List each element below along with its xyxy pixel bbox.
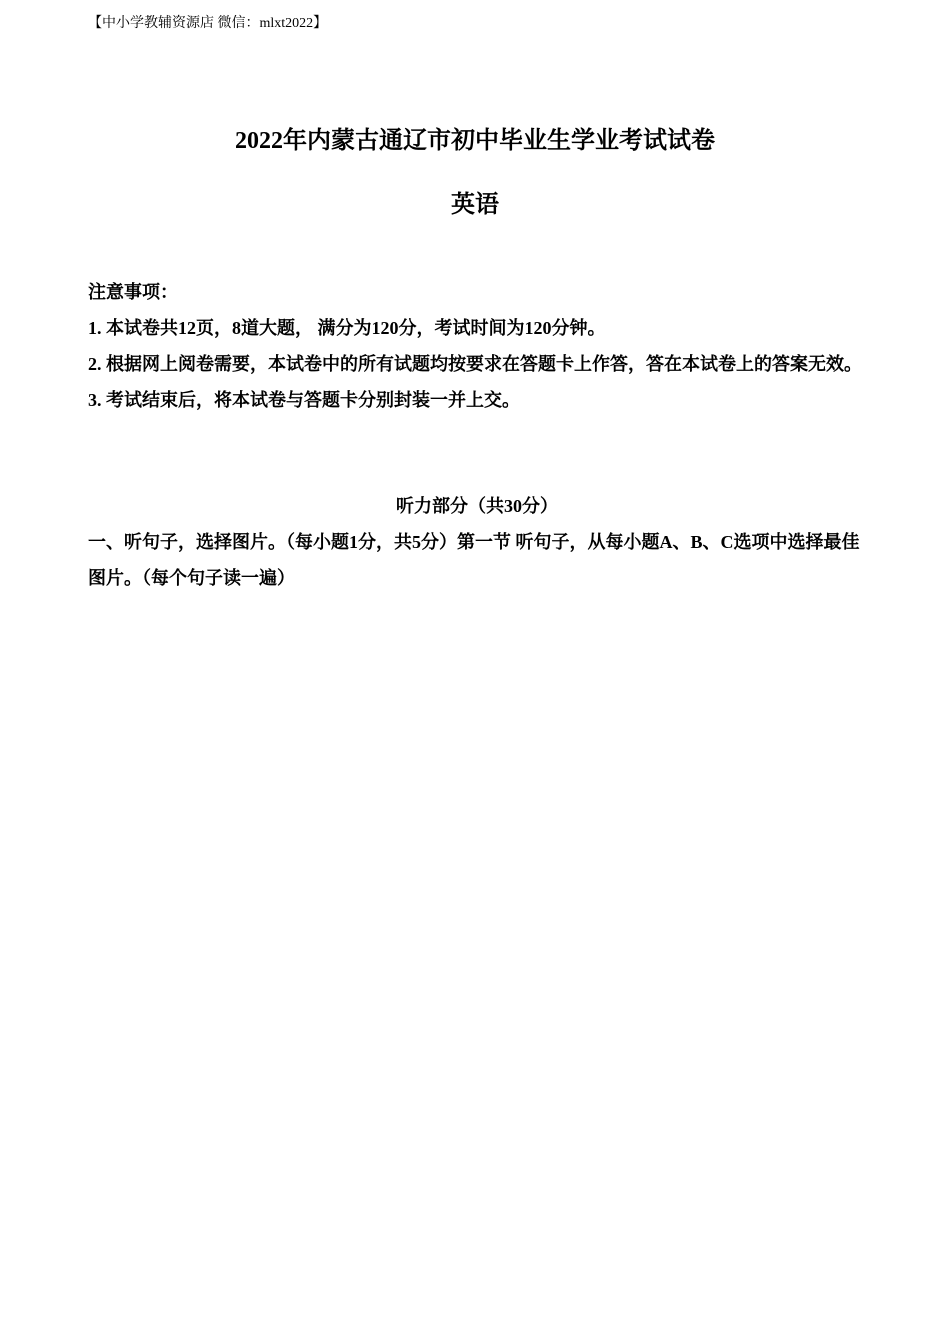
listening-instruction: 一、听句子，选择图片。（每小题1分，共5分）第一节 听句子，从每小题A、B、C选项中选择最佳图片。（每个句子读一遍） — [88, 532, 860, 588]
subject-title: 英语 — [451, 192, 499, 218]
notes-heading: 注意事项： — [88, 282, 178, 302]
notes-item: 1. 本试卷共12页，8道大题， 满分为120分，考试时间为120分钟。 — [88, 318, 606, 338]
notes-item: 2. 根据网上阅卷需要，本试卷中的所有试题均按要求在答题卡上作答，答在本试卷上的答案无效。 — [88, 354, 862, 374]
listening-section — [88, 488, 866, 596]
listening-heading: 听力部分（共30分） — [396, 496, 558, 516]
page-title: 2022年内蒙古通辽市初中毕业生学业考试试卷 — [235, 128, 715, 154]
notes-section — [88, 274, 866, 418]
notes-item: 3. 考试结束后，将本试卷与答题卡分别封装一并上交。 — [88, 390, 520, 410]
header-note: 【中小学教辅资源店 微信：mlxt2022】 — [88, 16, 328, 31]
